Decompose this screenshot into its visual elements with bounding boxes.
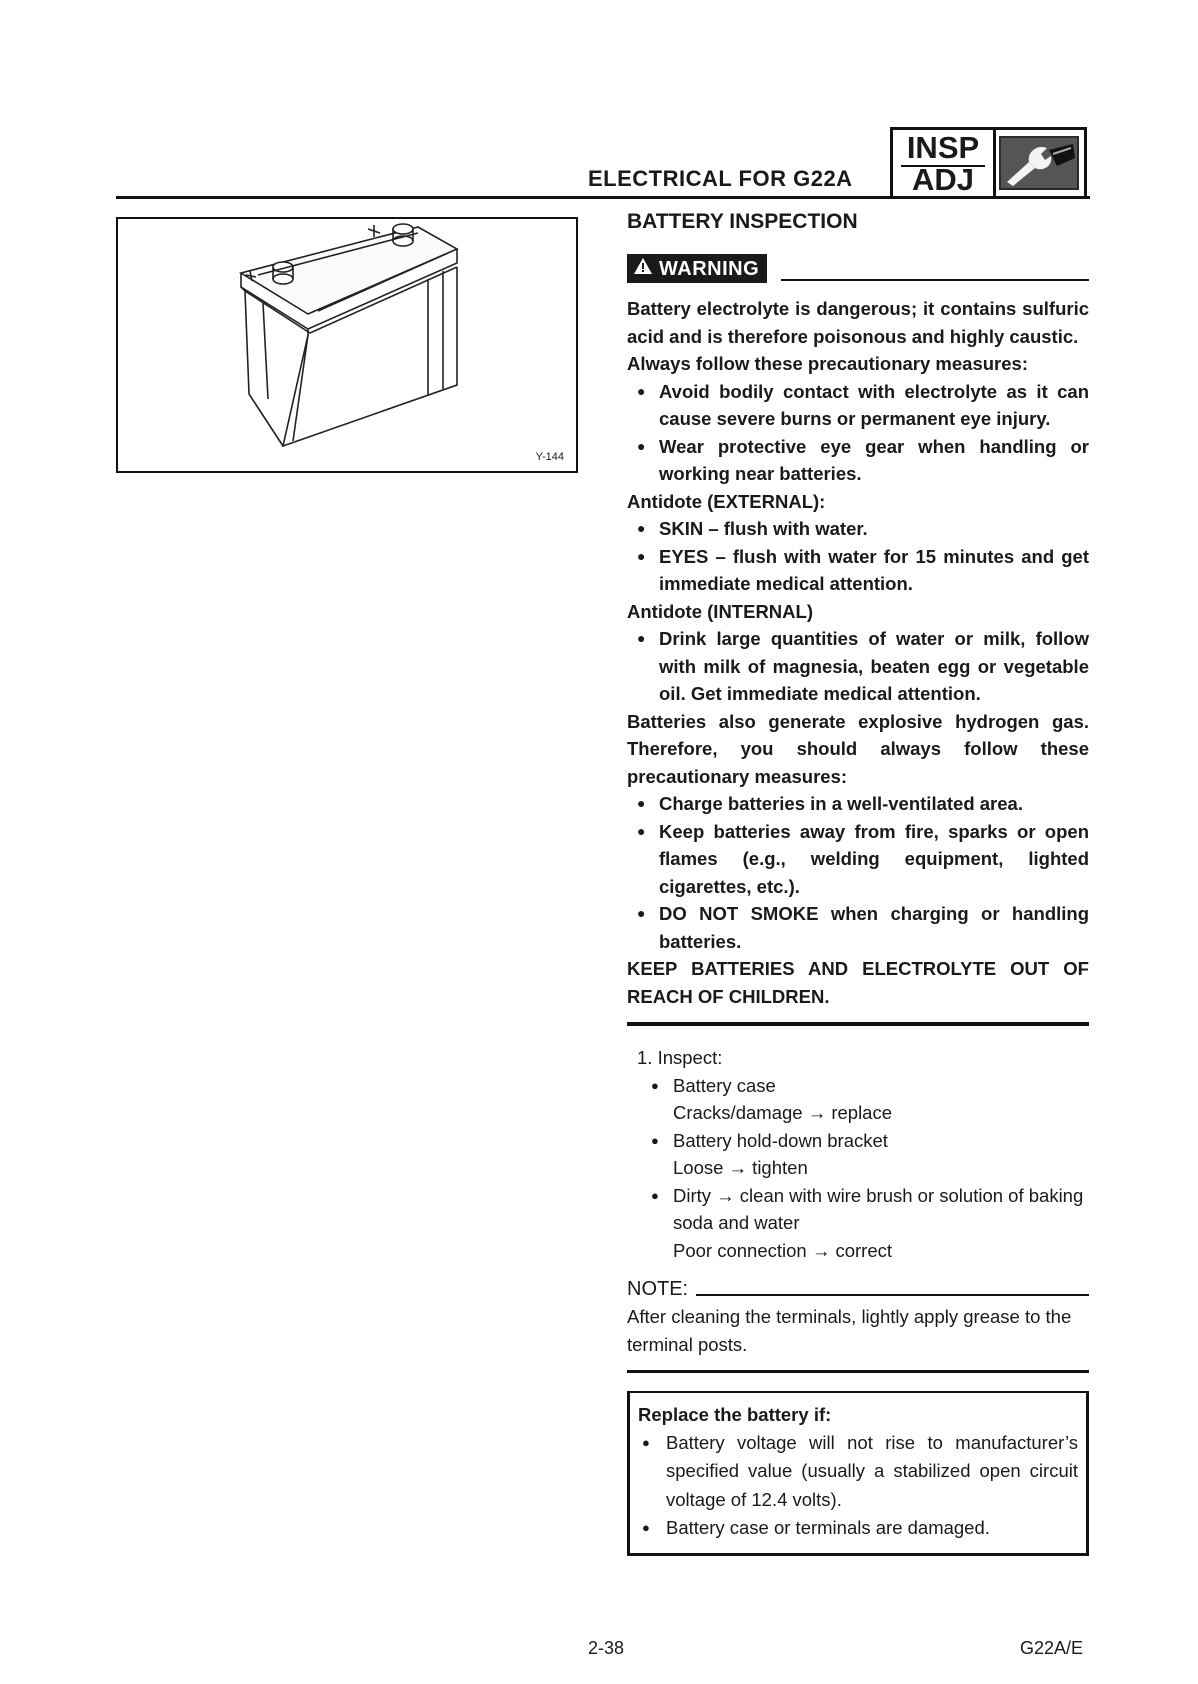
list-item xyxy=(627,625,1089,708)
list-item xyxy=(627,515,1089,543)
gas-precaution-item: Keep batteries away from fire, sparks or open flames (e.g., welding equipment, lighted cigarettes, etc.). xyxy=(659,820,1089,897)
bullet-icon: ● xyxy=(637,795,646,811)
inspection-steps xyxy=(627,1044,1089,1264)
warning-label xyxy=(627,254,767,283)
warning-header xyxy=(627,254,1089,283)
precaution-item: Wear protective eye gear when handling or working near batteries. xyxy=(659,435,1089,484)
warning-label-text: WARNING xyxy=(659,257,760,280)
bullet-icon: ● xyxy=(651,1187,659,1203)
warning-end-rule xyxy=(627,1022,1089,1026)
antidote-external-label: Antidote (EXTERNAL): xyxy=(627,490,826,512)
warning-triangle-icon xyxy=(633,257,653,281)
gas-precaution-item: DO NOT SMOKE when charging or handling batteries. xyxy=(659,903,1089,952)
bullet-icon: ● xyxy=(642,1434,650,1450)
bullet-icon: ● xyxy=(651,1132,659,1148)
note-end-rule xyxy=(627,1370,1089,1373)
document-code: G22A/E xyxy=(1020,1638,1084,1658)
bullet-icon: ● xyxy=(651,1077,659,1093)
note-header xyxy=(627,1278,1089,1301)
antidote-item: Drink large quantities of water or milk, follow with milk of magnesia, beaten egg or vegetable oil. Get immediate medical attention. xyxy=(659,628,1089,704)
gas-warning: Batteries also generate explosive hydrogen gas. Therefore, you should always follow these precautionary measures: xyxy=(627,710,1089,787)
bullet-icon: ● xyxy=(637,905,646,921)
bullet-icon: ● xyxy=(642,1520,650,1535)
inspect-action: Poor connection → correct xyxy=(673,1239,893,1261)
list-item xyxy=(627,818,1089,901)
section-badge xyxy=(890,127,1087,199)
bullet-icon: ● xyxy=(637,547,646,564)
battery-figure xyxy=(116,217,578,473)
bullet-icon: ● xyxy=(637,520,646,536)
inspect-item: Battery hold-down bracket xyxy=(673,1129,888,1151)
gas-precaution-item: Charge batteries in a well-ventilated area. xyxy=(659,793,1023,814)
inspect-action: Cracks/damage → replace xyxy=(673,1102,893,1123)
inspect-item: Dirty → clean with wire brush or solution of baking soda and water xyxy=(673,1184,1084,1233)
battery-illustration xyxy=(118,219,576,471)
inspect-item: Battery case xyxy=(673,1074,776,1096)
warning-body xyxy=(627,295,1089,1010)
precaution-lead: Always follow these precautionary measures: xyxy=(627,353,1028,374)
list-item xyxy=(627,790,1089,818)
warning-rule xyxy=(781,279,1089,281)
children-warning: KEEP BATTERIES AND ELECTROLYTE OUT OF REACH OF CHILDREN. xyxy=(627,958,1089,1007)
antidote-item: EYES – flush with water for 15 minutes and get immediate medical attention. xyxy=(659,545,1089,594)
bullet-icon: ● xyxy=(637,822,646,839)
list-item xyxy=(627,1127,1089,1155)
replace-box-title: Replace the battery if: xyxy=(638,1404,832,1425)
badge-text-cell xyxy=(893,130,996,196)
note-rule xyxy=(696,1294,1089,1296)
section-title: BATTERY INSPECTION xyxy=(627,210,858,233)
note-label: NOTE: xyxy=(627,1278,689,1300)
bullet-icon: ● xyxy=(637,630,646,646)
page-number: 2-38 xyxy=(588,1638,625,1658)
inspect-action: Loose → tighten xyxy=(673,1157,808,1178)
list-item xyxy=(638,1514,1078,1543)
precaution-item: Avoid bodily contact with electrolyte as it can cause severe burns or permanent eye injury. xyxy=(659,380,1089,429)
antidote-item: SKIN – flush with water. xyxy=(659,518,868,539)
badge-insp: INSP xyxy=(906,130,980,165)
list-item xyxy=(627,378,1089,433)
badge-adj: ADJ xyxy=(911,162,974,197)
note-text: After cleaning the terminals, lightly apply grease to the terminal posts. xyxy=(627,1306,1072,1355)
warning-intro: Battery electrolyte is dangerous; it contains sulfuric acid and is therefore poisonous and highly caustic. xyxy=(627,298,1089,347)
replace-condition: Battery voltage will not rise to manufacturer’s specified value (usually a stabilized open circuit voltage of 12.4 volts). xyxy=(666,1431,1078,1510)
content-column xyxy=(627,210,1089,1556)
antidote-internal-label: Antidote (INTERNAL) xyxy=(627,600,813,622)
bullet-icon: ● xyxy=(637,437,646,454)
replace-battery-box xyxy=(627,1391,1089,1556)
list-item xyxy=(627,433,1089,488)
list-item xyxy=(627,1072,1089,1100)
list-item xyxy=(638,1429,1078,1515)
figure-code: Y-144 xyxy=(535,451,564,463)
list-item xyxy=(627,1182,1089,1237)
page-header-title: ELECTRICAL FOR G22A xyxy=(588,166,853,191)
replace-condition: Battery case or terminals are damaged. xyxy=(666,1517,990,1538)
wrench-hand-icon xyxy=(999,136,1079,190)
bullet-icon: ● xyxy=(637,382,646,399)
list-item xyxy=(627,543,1089,598)
step-label: 1. Inspect: xyxy=(637,1047,723,1068)
list-item xyxy=(627,900,1089,955)
note-body xyxy=(627,1303,1089,1358)
